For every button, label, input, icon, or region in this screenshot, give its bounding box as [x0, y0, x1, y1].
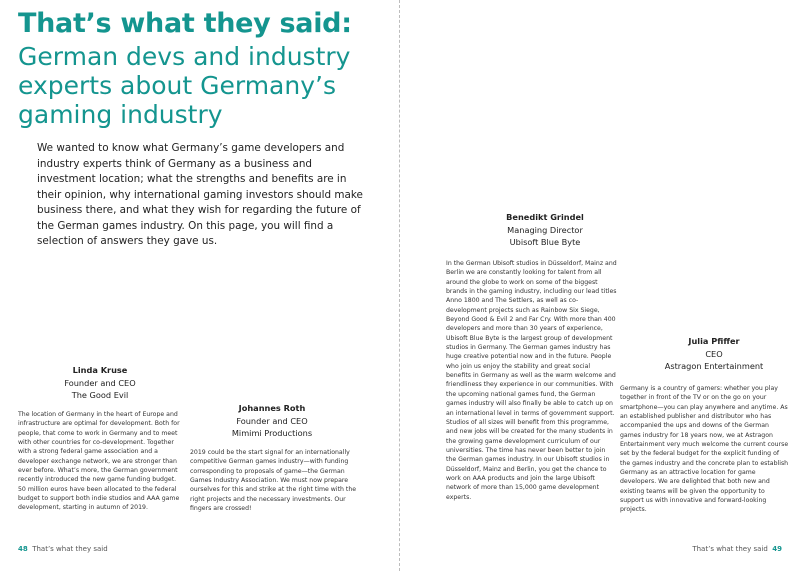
person-role: Founder and CEO [236, 415, 308, 426]
page-number: 48 [18, 545, 28, 553]
right-page [401, 0, 800, 571]
quote-linda-kruse: The location of Germany in the heart of Europe and infrastructure are optimal for development. Both for people, that come to work in Germany and to meet with other countries for co-development. Together with a strong federal game association and a developer exchange network, we are stronger than ever before. What’s more, the German government recently introduced the new game funding budget. 50 million euros have been allocated to the federal budget to support both indie studios and AAA game development, starting in autumn of 2019. [18, 411, 180, 512]
footer-section-title: That’s what they said [692, 545, 768, 553]
person-benedikt-grindel [470, 211, 620, 249]
person-role: CEO [705, 348, 723, 359]
quote-benedikt-grindel: In the German Ubisoft studios in Düsseldorf, Mainz and Berlin we are constantly looking for talent from all around the globe to work on some of the biggest brands in the gaming industry, including our lead titles Anno 1800 and The Settlers, as well as co-development projects such as Rainbow Six Siege, Beyond Good & Evil 2 and Far Cry. With more than 400 developers and more than 30 years of experience, Ubisoft Blue Byte is the largest group of development studios in Germany. The German games industry has huge creative potential now and in the future. People who join us enjoy the stability and great social benefits in Germany as well as the warm welcome and friendliness they experience in our communities. With the upcoming national games fund, the German games industry will also finally be able to catch up on an international level in terms of government support. Studios of all sizes will benefit from this programme, and new jobs will be created for the many students in the growing game development curriculum of our universities. The time has never been better to join the German games industry. In our Ubisoft studios in Düsseldorf, Mainz and Berlin, you get the chance to work on AAA products and join the large Ubisoft network of more than 15,000 game development experts. [446, 260, 617, 501]
footer-section-title: That’s what they said [32, 545, 108, 553]
person-johannes-roth [212, 402, 332, 440]
page-title: That’s what they said: [18, 8, 352, 39]
person-name: Julia Pfiffer [688, 336, 740, 346]
quote-johannes-roth: 2019 could be the start signal for an internationally competitive German games industry—with funding corresponding to proposals of game—the German Games Industry Association. We must now prepare ourselves for this and strike at the right time with the right projects and the necessary investments. Our fingers are crossed! [190, 449, 357, 513]
page-subtitle: German devs and industry experts about Germany’s gaming industry [18, 42, 351, 129]
person-company: Ubisoft Blue Byte [509, 237, 581, 247]
person-linda-kruse [40, 364, 160, 402]
page-number: 49 [772, 545, 782, 553]
person-name: Linda Kruse [72, 365, 128, 375]
left-page [0, 0, 399, 571]
person-role: Founder and CEO [64, 377, 136, 388]
footer-right [692, 545, 782, 553]
person-name: Benedikt Grindel [506, 212, 584, 222]
intro-paragraph: We wanted to know what Germany’s game developers and industry experts think of Germany as a business and investment location; what the strengths and benefits are in their opinion, why international gaming investors should make business there, and what they wish for regarding the future of the German games industry. On this page, you will find a selection of answers they gave us. [37, 142, 363, 247]
person-julia-pfiffer [639, 335, 789, 373]
person-company: The Good Evil [71, 390, 129, 400]
person-name: Johannes Roth [238, 403, 306, 413]
footer-left [18, 545, 108, 553]
person-company: Astragon Entertainment [664, 361, 764, 371]
page-divider [399, 0, 400, 571]
quote-julia-pfiffer: Germany is a country of gamers: whether you play together in front of the TV or on the go on your smartphone—you can play anywhere and anytime. As an established publisher and distributor who has accompanied the ups and downs of the German games industry for 18 years now, we at Astragon Entertainment very much welcome the current course set by the federal budget for the explicit funding of the games industry and the concrete plan to establish Germany as an attractive location for game developers. We are delighted that both new and existing teams will be given the opportunity to support us with innovative and forward-looking projects. [620, 385, 789, 514]
person-role: Managing Director [507, 224, 583, 235]
person-company: Mimimi Productions [231, 428, 313, 438]
